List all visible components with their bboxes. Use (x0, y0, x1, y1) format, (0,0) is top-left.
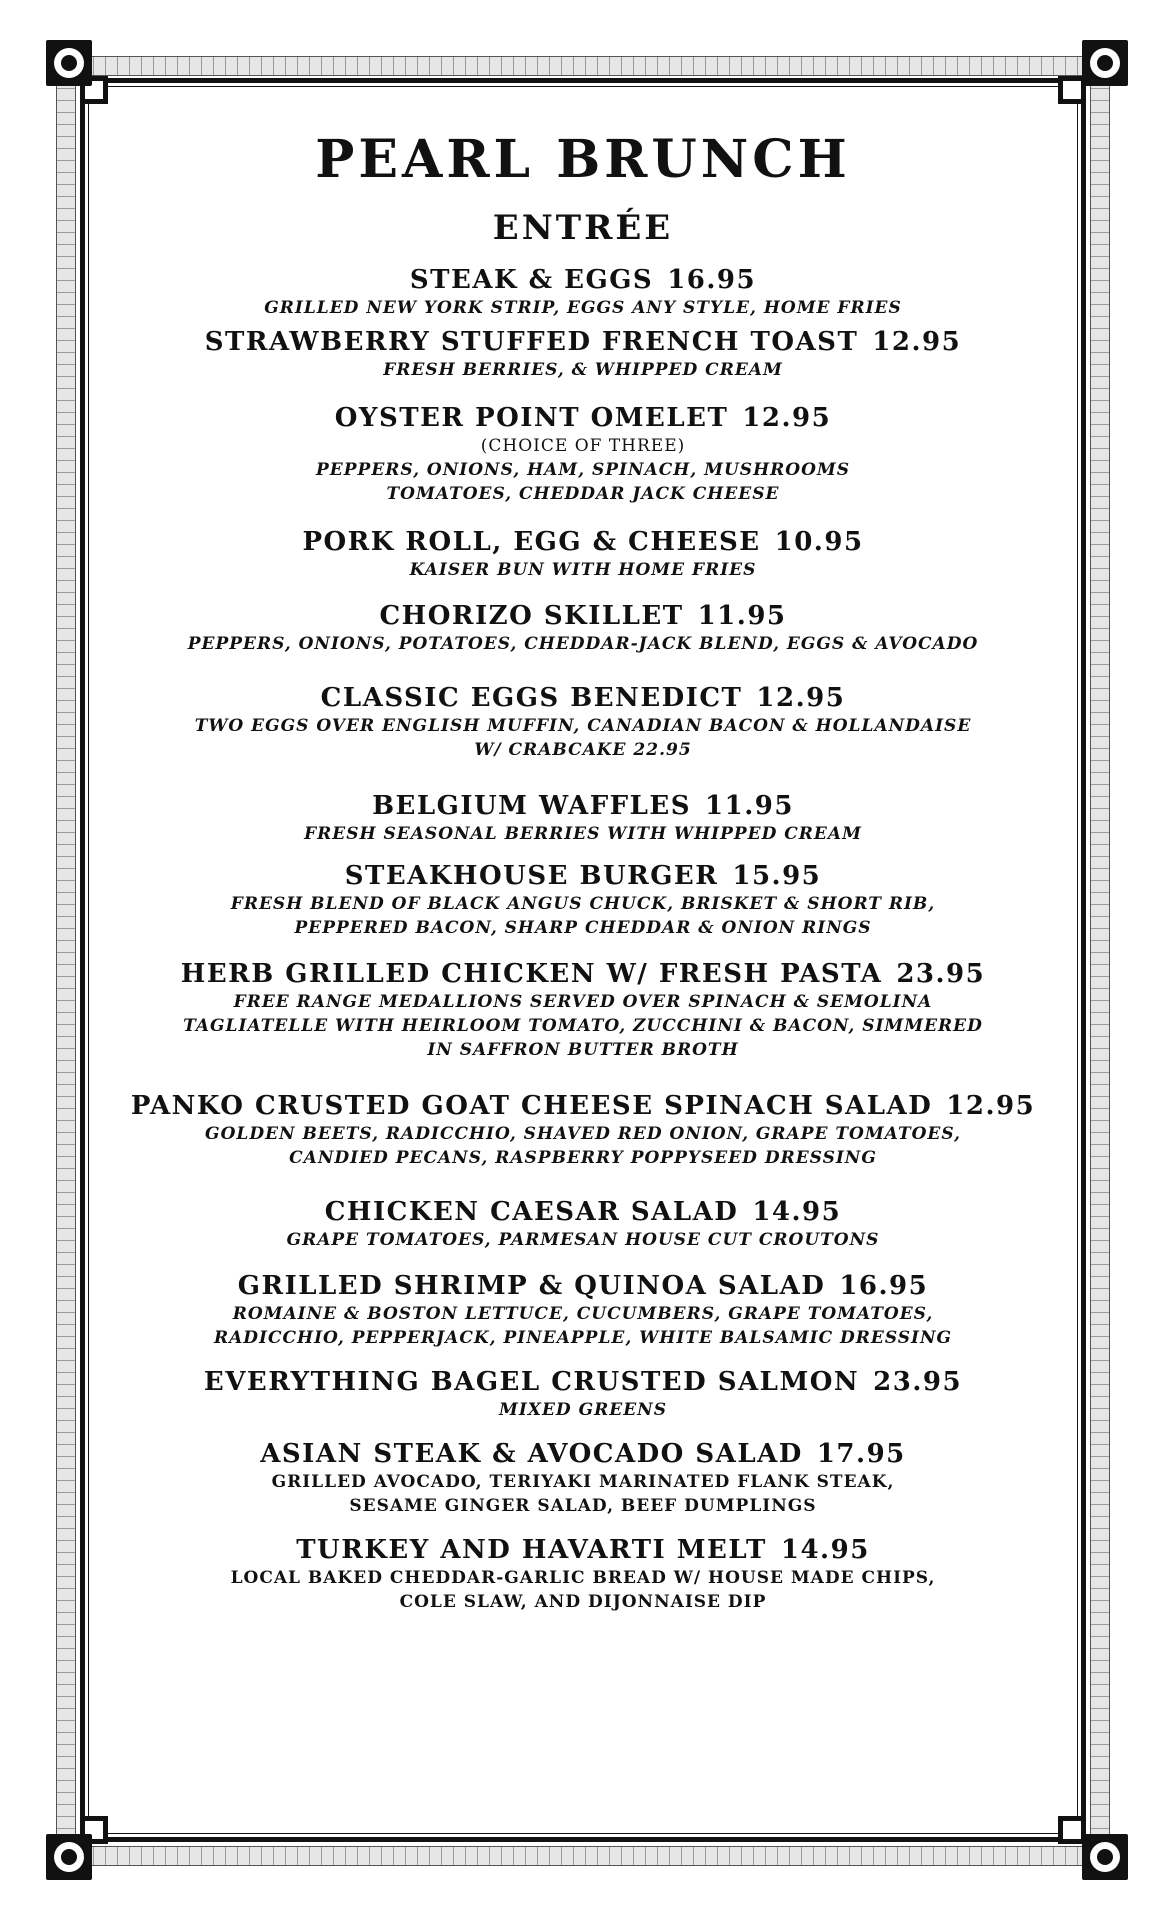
menu-item (120, 402, 1046, 506)
menu-item-list (120, 264, 1046, 1614)
menu-item (120, 1366, 1046, 1422)
menu-item-price: 14.95 (752, 1197, 842, 1227)
menu-item-name: BELGIUM WAFFLES (372, 791, 692, 821)
menu-item-name: ASIAN STEAK & AVOCADO SALAD (260, 1439, 803, 1469)
menu-item-description: GRAPE TOMATOES, PARMESAN HOUSE CUT CROUTONS (286, 1230, 880, 1250)
menu-item-name: PORK ROLL, EGG & CHEESE (302, 527, 761, 557)
menu-item-price: 14.95 (780, 1535, 870, 1565)
menu-item-price: 10.95 (774, 527, 864, 557)
menu-item (120, 1196, 1046, 1252)
menu-item-name: CLASSIC EGGS BENEDICT (320, 683, 743, 713)
menu-item-description: PEPPERED BACON, SHARP CHEDDAR & ONION RINGS (294, 918, 872, 938)
menu-item (120, 682, 1046, 762)
corner-circle-ornament-icon (1082, 1834, 1128, 1880)
border-tile-left (56, 58, 76, 1864)
menu-item-note: (CHOICE OF THREE) (480, 436, 686, 456)
menu-item-description: FRESH SEASONAL BERRIES WITH WHIPPED CREAM (304, 824, 862, 844)
menu-item-name: CHORIZO SKILLET (379, 601, 684, 631)
menu-item-description: IN SAFFRON BUTTER BROTH (427, 1040, 739, 1060)
menu-item-price: 23.95 (873, 1367, 963, 1397)
menu-item (120, 326, 1046, 382)
menu-item-name: TURKEY AND HAVARTI MELT (296, 1535, 767, 1565)
menu-item (120, 1534, 1046, 1614)
border-tile-right (1090, 58, 1110, 1864)
menu-item-price: 15.95 (732, 861, 822, 891)
menu-item-description: TOMATOES, CHEDDAR JACK CHEESE (386, 484, 780, 504)
menu-item (120, 860, 1046, 940)
menu-item-description: W/ CRABCAKE 22.95 (474, 740, 692, 760)
menu-item-description: COLE SLAW, AND DIJONNAISE DIP (399, 1592, 767, 1612)
menu-item-price: 16.95 (839, 1271, 929, 1301)
menu-item-price: 12.95 (946, 1091, 1036, 1121)
menu-item-price: 23.95 (896, 959, 986, 989)
corner-circle-ornament-icon (46, 40, 92, 86)
menu-item-price: 12.95 (756, 683, 846, 713)
menu-item-name: STEAKHOUSE BURGER (344, 861, 719, 891)
menu-item-description: TWO EGGS OVER ENGLISH MUFFIN, CANADIAN BACON & HOLLANDAISE (194, 716, 972, 736)
menu-item (120, 526, 1046, 582)
corner-circle-ornament-icon (46, 1834, 92, 1880)
menu-item-description: LOCAL BAKED CHEDDAR-GARLIC BREAD W/ HOUSE MADE CHIPS, (230, 1568, 936, 1588)
menu-item-name: GRILLED SHRIMP & QUINOA SALAD (237, 1271, 826, 1301)
menu-item (120, 1438, 1046, 1518)
menu-item (120, 1090, 1046, 1170)
menu-item (120, 600, 1046, 656)
menu-item-description: SESAME GINGER SALAD, BEEF DUMPLINGS (349, 1496, 817, 1516)
menu-item-name: CHICKEN CAESAR SALAD (324, 1197, 739, 1227)
menu-item-price: 16.95 (667, 265, 757, 295)
menu-item-price: 11.95 (697, 601, 787, 631)
menu-item-description: GRILLED AVOCADO, TERIYAKI MARINATED FLANK STEAK, (271, 1472, 895, 1492)
menu-item-price: 17.95 (816, 1439, 906, 1469)
menu-item-price: 11.95 (705, 791, 794, 821)
menu-item-name: PANKO CRUSTED GOAT CHEESE SPINACH SALAD (130, 1091, 933, 1121)
menu-item-name: STEAK & EGGS (409, 265, 654, 295)
menu-item-description: FRESH BLEND OF BLACK ANGUS CHUCK, BRISKET & SHORT RIB, (230, 894, 936, 914)
border-tile-bottom (58, 1846, 1108, 1866)
menu-item-name: OYSTER POINT OMELET (334, 403, 729, 433)
border-tile-top (58, 56, 1108, 76)
menu-item-description: ROMAINE & BOSTON LETTUCE, CUCUMBERS, GRAPE TOMATOES, (232, 1304, 934, 1324)
menu-title: PEARL BRUNCH (315, 129, 851, 190)
menu-item (120, 958, 1046, 1062)
menu-item-description: PEPPERS, ONIONS, POTATOES, CHEDDAR-JACK BLEND, EGGS & AVOCADO (187, 634, 979, 654)
menu-item-description: FREE RANGE MEDALLIONS SERVED OVER SPINACH & SEMOLINA (233, 992, 933, 1012)
menu-item-description: GRILLED NEW YORK STRIP, EGGS ANY STYLE, HOME FRIES (264, 298, 902, 318)
menu-item-name: STRAWBERRY STUFFED FRENCH TOAST (204, 327, 859, 357)
menu-item-price: 12.95 (742, 403, 832, 433)
menu-item-description: PEPPERS, ONIONS, HAM, SPINACH, MUSHROOMS (316, 460, 850, 480)
menu-item (120, 1270, 1046, 1350)
corner-circle-ornament-icon (1082, 40, 1128, 86)
menu-item (120, 790, 1046, 846)
section-title: ENTRÉE (492, 208, 674, 248)
menu-item-description: RADICCHIO, PEPPERJACK, PINEAPPLE, WHITE BALSAMIC DRESSING (213, 1328, 953, 1348)
menu-item-name: EVERYTHING BAGEL CRUSTED SALMON (203, 1367, 860, 1397)
menu-item-description: MIXED GREENS (499, 1400, 667, 1420)
menu-item-price: 12.95 (872, 327, 962, 357)
menu-item-description: GOLDEN BEETS, RADICCHIO, SHAVED RED ONION, GRAPE TOMATOES, (205, 1124, 961, 1144)
menu-item-description: CANDIED PECANS, RASPBERRY POPPYSEED DRESSING (289, 1148, 877, 1168)
menu-item-name: HERB GRILLED CHICKEN W/ FRESH PASTA (180, 959, 883, 989)
menu-item-description: FRESH BERRIES, & WHIPPED CREAM (383, 360, 783, 380)
menu-item-description: TAGLIATELLE WITH HEIRLOOM TOMATO, ZUCCHINI & BACON, SIMMERED (183, 1016, 983, 1036)
menu-item (120, 264, 1046, 320)
menu-item-description: KAISER BUN WITH HOME FRIES (409, 560, 757, 580)
menu-content (120, 130, 1046, 1614)
